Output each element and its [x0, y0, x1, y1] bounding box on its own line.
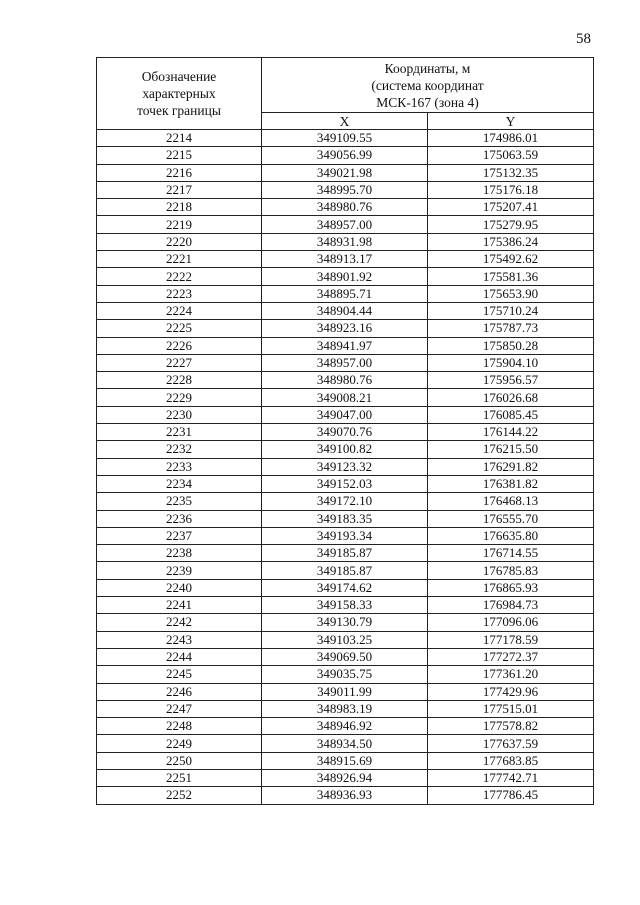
y-coordinate-cell: 177637.59	[428, 735, 594, 752]
x-coordinate-cell: 348936.93	[262, 787, 428, 804]
header-row-main	[97, 58, 594, 113]
table-row	[97, 389, 594, 406]
y-coordinate-cell: 176085.45	[428, 406, 594, 423]
y-coordinate-cell: 175492.62	[428, 251, 594, 268]
table-row	[97, 545, 594, 562]
x-coordinate-cell: 349183.35	[262, 510, 428, 527]
y-coordinate-cell: 176714.55	[428, 545, 594, 562]
table-row	[97, 787, 594, 804]
point-id-cell: 2252	[97, 787, 262, 804]
y-coordinate-cell: 177361.20	[428, 666, 594, 683]
x-coordinate-cell: 349123.32	[262, 458, 428, 475]
point-id-cell: 2214	[97, 130, 262, 147]
table-row	[97, 614, 594, 631]
point-id-cell: 2236	[97, 510, 262, 527]
point-id-cell: 2235	[97, 493, 262, 510]
table-body	[97, 130, 594, 805]
table-row	[97, 527, 594, 544]
x-coordinate-cell: 349021.98	[262, 164, 428, 181]
table-row	[97, 251, 594, 268]
table-row	[97, 424, 594, 441]
y-coordinate-cell: 175063.59	[428, 147, 594, 164]
y-coordinate-cell: 177178.59	[428, 631, 594, 648]
table-row	[97, 199, 594, 216]
x-coordinate-cell: 348915.69	[262, 752, 428, 769]
coordinates-table	[96, 57, 594, 805]
point-id-cell: 2224	[97, 302, 262, 319]
x-coordinate-cell: 348923.16	[262, 320, 428, 337]
point-id-cell: 2240	[97, 579, 262, 596]
table-row	[97, 579, 594, 596]
x-coordinate-cell: 348931.98	[262, 233, 428, 250]
y-coordinate-cell: 177096.06	[428, 614, 594, 631]
y-coordinate-cell: 174986.01	[428, 130, 594, 147]
x-coordinate-cell: 349047.00	[262, 406, 428, 423]
x-coordinate-cell: 348957.00	[262, 354, 428, 371]
point-id-cell: 2219	[97, 216, 262, 233]
x-coordinate-cell: 349011.99	[262, 683, 428, 700]
table-header	[97, 58, 594, 130]
y-coordinate-cell: 177786.45	[428, 787, 594, 804]
point-id-cell: 2227	[97, 354, 262, 371]
table-row	[97, 216, 594, 233]
y-coordinate-cell: 175176.18	[428, 181, 594, 198]
point-id-cell: 2215	[97, 147, 262, 164]
point-id-cell: 2234	[97, 475, 262, 492]
table-row	[97, 666, 594, 683]
y-coordinate-cell: 176215.50	[428, 441, 594, 458]
point-id-cell: 2242	[97, 614, 262, 631]
header-y: Y	[428, 113, 594, 130]
y-coordinate-cell: 175386.24	[428, 233, 594, 250]
point-id-cell: 2247	[97, 700, 262, 717]
point-id-cell: 2216	[97, 164, 262, 181]
x-coordinate-cell: 349035.75	[262, 666, 428, 683]
table-row	[97, 631, 594, 648]
x-coordinate-cell: 349069.50	[262, 648, 428, 665]
table-row	[97, 648, 594, 665]
x-coordinate-cell: 348904.44	[262, 302, 428, 319]
point-id-cell: 2223	[97, 285, 262, 302]
y-coordinate-cell: 176291.82	[428, 458, 594, 475]
point-id-cell: 2218	[97, 199, 262, 216]
point-id-cell: 2248	[97, 718, 262, 735]
table-row	[97, 320, 594, 337]
x-coordinate-cell: 348934.50	[262, 735, 428, 752]
y-coordinate-cell: 177742.71	[428, 769, 594, 786]
point-id-cell: 2250	[97, 752, 262, 769]
point-id-cell: 2238	[97, 545, 262, 562]
y-coordinate-cell: 176635.80	[428, 527, 594, 544]
y-coordinate-cell: 176144.22	[428, 424, 594, 441]
point-id-cell: 2229	[97, 389, 262, 406]
point-id-cell: 2228	[97, 372, 262, 389]
point-id-cell: 2231	[97, 424, 262, 441]
point-id-cell: 2226	[97, 337, 262, 354]
point-id-cell: 2241	[97, 597, 262, 614]
table-row	[97, 493, 594, 510]
point-id-cell: 2239	[97, 562, 262, 579]
header-coordinates-line: Координаты, м	[384, 60, 471, 76]
x-coordinate-cell: 349172.10	[262, 493, 428, 510]
point-id-cell: 2249	[97, 735, 262, 752]
x-coordinate-cell: 349185.87	[262, 545, 428, 562]
table-row	[97, 147, 594, 164]
point-id-cell: 2217	[97, 181, 262, 198]
table-row	[97, 562, 594, 579]
x-coordinate-cell: 348957.00	[262, 216, 428, 233]
y-coordinate-cell: 177272.37	[428, 648, 594, 665]
table-row	[97, 285, 594, 302]
x-coordinate-cell: 348901.92	[262, 268, 428, 285]
header-x: X	[262, 113, 428, 130]
table-row	[97, 458, 594, 475]
table-row	[97, 683, 594, 700]
table-row	[97, 475, 594, 492]
y-coordinate-cell: 177683.85	[428, 752, 594, 769]
table-row	[97, 735, 594, 752]
y-coordinate-cell: 176555.70	[428, 510, 594, 527]
x-coordinate-cell: 349109.55	[262, 130, 428, 147]
point-id-cell: 2243	[97, 631, 262, 648]
point-id-cell: 2220	[97, 233, 262, 250]
table-row	[97, 337, 594, 354]
x-coordinate-cell: 348926.94	[262, 769, 428, 786]
y-coordinate-cell: 176468.13	[428, 493, 594, 510]
x-coordinate-cell: 349008.21	[262, 389, 428, 406]
table-row	[97, 700, 594, 717]
x-coordinate-cell: 349152.03	[262, 475, 428, 492]
table-row	[97, 130, 594, 147]
x-coordinate-cell: 348941.97	[262, 337, 428, 354]
y-coordinate-cell: 176381.82	[428, 475, 594, 492]
point-id-cell: 2245	[97, 666, 262, 683]
x-coordinate-cell: 348995.70	[262, 181, 428, 198]
table-row	[97, 372, 594, 389]
x-coordinate-cell: 349158.33	[262, 597, 428, 614]
table-row	[97, 268, 594, 285]
point-id-cell: 2222	[97, 268, 262, 285]
y-coordinate-cell: 177578.82	[428, 718, 594, 735]
y-coordinate-cell: 175132.35	[428, 164, 594, 181]
x-coordinate-cell: 348946.92	[262, 718, 428, 735]
header-coordinates	[262, 58, 594, 113]
header-designation-line: Обозначение	[141, 69, 217, 84]
x-coordinate-cell: 348913.17	[262, 251, 428, 268]
header-designation-line: характерных	[142, 86, 216, 101]
y-coordinate-cell: 175581.36	[428, 268, 594, 285]
y-coordinate-cell: 175787.73	[428, 320, 594, 337]
point-id-cell: 2237	[97, 527, 262, 544]
table-row	[97, 597, 594, 614]
x-coordinate-cell: 348980.76	[262, 199, 428, 216]
table-row	[97, 181, 594, 198]
x-coordinate-cell: 348980.76	[262, 372, 428, 389]
table-row	[97, 354, 594, 371]
table-row	[97, 406, 594, 423]
header-coordinates-line: (система координат	[371, 77, 484, 93]
point-id-cell: 2246	[97, 683, 262, 700]
y-coordinate-cell: 176785.83	[428, 562, 594, 579]
x-coordinate-cell: 349185.87	[262, 562, 428, 579]
y-coordinate-cell: 176026.68	[428, 389, 594, 406]
y-coordinate-cell: 176984.73	[428, 597, 594, 614]
point-id-cell: 2230	[97, 406, 262, 423]
x-coordinate-cell: 349174.62	[262, 579, 428, 596]
table-row	[97, 302, 594, 319]
y-coordinate-cell: 175207.41	[428, 199, 594, 216]
y-coordinate-cell: 177515.01	[428, 700, 594, 717]
x-coordinate-cell: 348895.71	[262, 285, 428, 302]
y-coordinate-cell: 177429.96	[428, 683, 594, 700]
x-coordinate-cell: 349056.99	[262, 147, 428, 164]
table-row	[97, 718, 594, 735]
y-coordinate-cell: 175956.57	[428, 372, 594, 389]
x-coordinate-cell: 349100.82	[262, 441, 428, 458]
page-number: 58	[576, 31, 591, 47]
table-row	[97, 441, 594, 458]
point-id-cell: 2225	[97, 320, 262, 337]
point-id-cell: 2233	[97, 458, 262, 475]
x-coordinate-cell: 349193.34	[262, 527, 428, 544]
table-row	[97, 164, 594, 181]
x-coordinate-cell: 349070.76	[262, 424, 428, 441]
table-row	[97, 233, 594, 250]
y-coordinate-cell: 175904.10	[428, 354, 594, 371]
point-id-cell: 2244	[97, 648, 262, 665]
table-row	[97, 752, 594, 769]
x-coordinate-cell: 348983.19	[262, 700, 428, 717]
y-coordinate-cell: 175653.90	[428, 285, 594, 302]
y-coordinate-cell: 175710.24	[428, 302, 594, 319]
header-designation	[97, 58, 262, 130]
point-id-cell: 2232	[97, 441, 262, 458]
y-coordinate-cell: 175279.95	[428, 216, 594, 233]
header-designation-line: точек границы	[137, 103, 221, 118]
point-id-cell: 2251	[97, 769, 262, 786]
y-coordinate-cell: 175850.28	[428, 337, 594, 354]
x-coordinate-cell: 349130.79	[262, 614, 428, 631]
table-row	[97, 510, 594, 527]
x-coordinate-cell: 349103.25	[262, 631, 428, 648]
point-id-cell: 2221	[97, 251, 262, 268]
header-coordinates-line: МСК-167 (зона 4)	[376, 94, 479, 110]
y-coordinate-cell: 176865.93	[428, 579, 594, 596]
table-row	[97, 769, 594, 786]
